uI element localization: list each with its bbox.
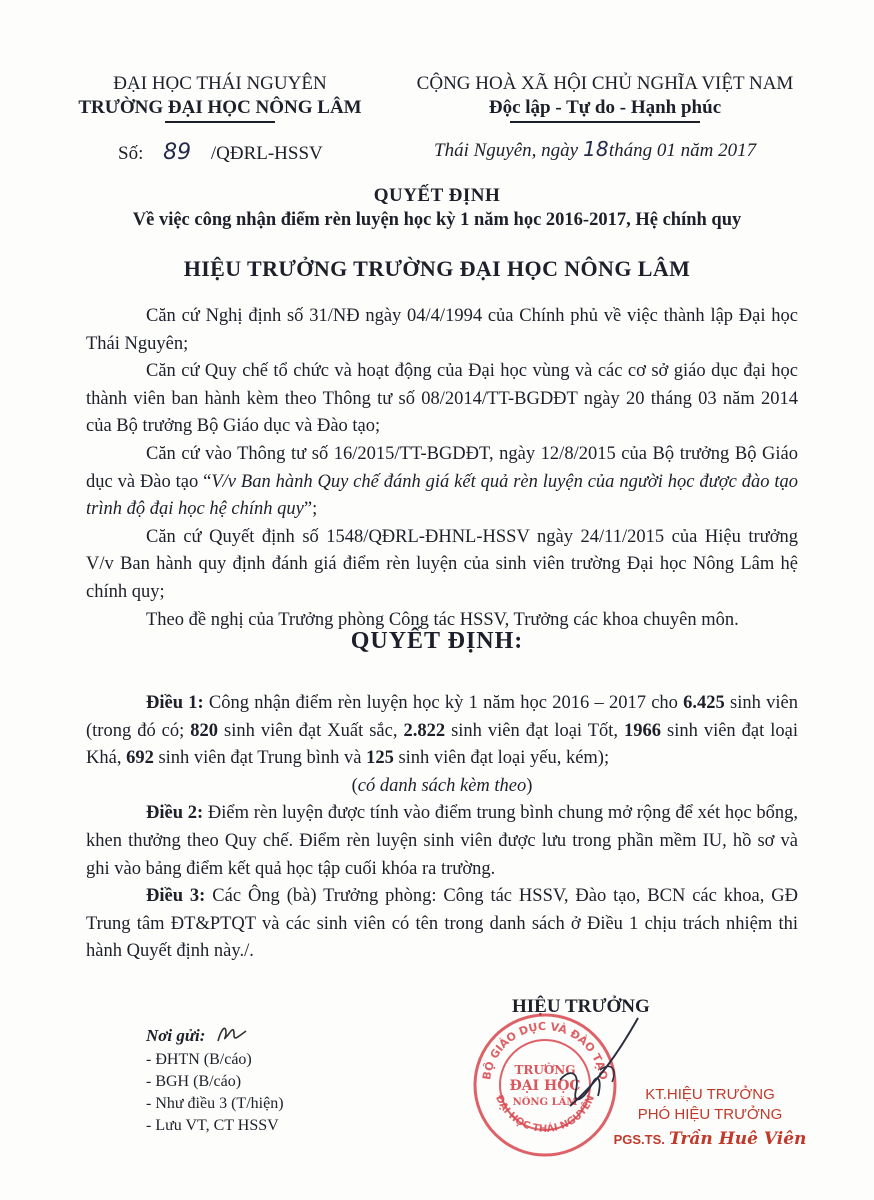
a1-t3: sinh viên đạt Xuất sắc, bbox=[218, 720, 404, 741]
preamble bbox=[86, 303, 798, 634]
preamble-p2: Căn cứ Quy chế tổ chức và hoạt động của Đại học vùng và các cơ sở giáo dục đại học thành viên ban hành kèm theo Thông tư số 08/2014/TT-BGDĐT ngày 20 tháng 03 năm 2014 của Bộ trưởng Bộ Giáo dục và Đào tạo; bbox=[86, 361, 798, 437]
a1-xs: 820 bbox=[190, 720, 219, 741]
note-text: có danh sách kèm theo bbox=[357, 775, 527, 796]
date-day-handwritten: 18 bbox=[583, 137, 609, 161]
recipient-item: - ĐHTN (B/cáo) bbox=[146, 1051, 252, 1068]
a1-tb: 692 bbox=[126, 748, 154, 769]
a1-kha: 1966 bbox=[624, 720, 662, 741]
signer-name: Trần Huê Viên bbox=[669, 1129, 807, 1149]
issuing-organization bbox=[60, 72, 380, 123]
note-close: ) bbox=[526, 775, 533, 796]
a1-total: 6.425 bbox=[683, 693, 725, 713]
preamble-p3 bbox=[86, 441, 798, 524]
stamp-center-2: ĐẠI HỌC bbox=[509, 1078, 581, 1094]
recipients-label bbox=[146, 1023, 284, 1047]
a3-text: Các Ông (bà) Trưởng phòng: Công tác HSSV, Đào tạo, BCN các khoa, GĐ Trung tâm ĐT&PTQT và các sinh viên có tên trong danh sách ở Điều 1 chịu trách nhiệm thi hành Quyết định này./. bbox=[86, 886, 799, 962]
so-number-handwritten: 89 bbox=[163, 140, 192, 165]
document-number bbox=[118, 140, 323, 165]
decision-heading: QUYẾT ĐỊNH: bbox=[350, 628, 524, 654]
preamble-p4: Căn cứ Quyết định số 1548/QĐRL-ĐHNL-HSSV ngày 24/11/2015 của Hiệu trưởng V/v Ban hành quy định đánh giá điểm rèn luyện của sinh viên trường Đại học Nông Lâm hệ chính quy; bbox=[86, 526, 798, 602]
article-3-label: Điều 3: bbox=[146, 886, 206, 907]
date-prefix: Thái Nguyên, ngày bbox=[434, 140, 579, 161]
signer-title: PGS.TS. bbox=[613, 1132, 665, 1147]
preamble-p5: Theo đề nghị của Trưởng phòng Công tác HSSV, Trưởng các khoa chuyên môn. bbox=[146, 609, 739, 630]
preamble-p3-a: Căn cứ vào Thông tư số 16/2015/TT-BGDĐT, ngày 12/8/2015 của Bộ trưởng Bộ Giáo dục và Đào tạo “ bbox=[86, 443, 798, 492]
stamp-ring-bottom: ĐẠI HỌC THÁI NGUYÊN bbox=[492, 1093, 598, 1135]
kt-line-1: KT.HIỆU TRƯỞNG bbox=[645, 1086, 775, 1103]
a1-t7: sinh viên đạt loại yếu, kém); bbox=[393, 748, 610, 769]
issue-date bbox=[434, 137, 756, 162]
deputy-signature-block bbox=[610, 1085, 810, 1150]
so-label: Số: bbox=[118, 143, 144, 164]
org-line-2: TRƯỜNG ĐẠI HỌC NÔNG LÂM bbox=[78, 97, 362, 118]
national-motto bbox=[395, 72, 815, 123]
stamp-center-1: TRƯỜNG bbox=[514, 1063, 576, 1077]
a1-t4: sinh viên đạt loại Tốt, bbox=[445, 720, 625, 741]
article-1 bbox=[86, 690, 798, 773]
a1-t5: sinh viên đạt loại Khá, bbox=[86, 720, 798, 769]
a1-t2: sinh viên (trong đó có; bbox=[86, 693, 798, 741]
note-open: ( bbox=[351, 775, 358, 796]
preamble-p1: Căn cứ Nghị định số 31/NĐ ngày 04/4/1994 của Chính phủ về việc thành lập Đại học Thái Nguyên; bbox=[86, 306, 798, 354]
article-2-label: Điều 2: bbox=[146, 803, 204, 824]
articles bbox=[86, 690, 798, 966]
recipient-item: - Lưu VT, CT HSSV bbox=[146, 1117, 279, 1134]
recipient-item: - Như điều 3 (T/hiện) bbox=[146, 1095, 284, 1112]
article-1-label: Điều 1: bbox=[146, 693, 204, 713]
issuing-authority: HIỆU TRƯỞNG TRƯỜNG ĐẠI HỌC NÔNG LÂM bbox=[183, 256, 691, 281]
initials-signature-icon bbox=[214, 1023, 250, 1045]
a2-text: Điểm rèn luyện được tính vào điểm trung bình chung mở rộng để xét học bổng, khen thưởng theo Quy chế. Điểm rèn luyện sinh viên được lưu trong phần mềm IU, hồ sơ và ghi vào bảng điểm kết quả học tập cuối khóa ra trường. bbox=[86, 803, 798, 879]
signer-name-line bbox=[610, 1129, 810, 1150]
so-code: /QĐRL-HSSV bbox=[210, 143, 323, 164]
nation-line-2: Độc lập - Tự do - Hạnh phúc bbox=[488, 97, 722, 118]
kt-line-2: PHÓ HIỆU TRƯỞNG bbox=[637, 1106, 783, 1123]
article-2 bbox=[86, 800, 798, 883]
recipient-item: - BGH (B/cáo) bbox=[146, 1073, 242, 1090]
date-suffix: tháng 01 năm 2017 bbox=[608, 140, 757, 161]
preamble-p3-b: ”; bbox=[303, 499, 318, 520]
signature-title: HIỆU TRƯỞNG bbox=[512, 996, 650, 1017]
stamp-center-3: NÔNG LÂM bbox=[512, 1097, 578, 1108]
recipients-label-text: Nơi gửi: bbox=[146, 1026, 206, 1045]
article-1-note bbox=[86, 773, 798, 801]
motto-underline bbox=[510, 121, 700, 123]
a1-tot: 2.822 bbox=[403, 720, 446, 741]
preamble-p3-italic: V/v Ban hành Quy chế đánh giá kết quả rèn luyện của người học được đào tạo trình độ đại học hệ chính quy bbox=[86, 471, 798, 520]
nation-line-1: CỘNG HOÀ XÃ HỘI CHỦ NGHĨA VIỆT NAM bbox=[416, 73, 794, 94]
recipients bbox=[146, 1023, 284, 1137]
document-title: QUYẾT ĐỊNH bbox=[373, 185, 501, 206]
article-3 bbox=[86, 883, 798, 966]
a1-yeu: 125 bbox=[366, 748, 394, 769]
a1-t6: sinh viên đạt Trung bình và bbox=[153, 748, 367, 769]
a1-t1: Công nhận điểm rèn luyện học kỳ 1 năm học 2016 – 2017 cho bbox=[203, 693, 684, 713]
org-line-1: ĐẠI HỌC THÁI NGUYÊN bbox=[113, 73, 327, 94]
org-underline bbox=[165, 121, 275, 123]
stamp-ring-top: BỘ GIÁO DỤC VÀ ĐÀO TẠO bbox=[480, 1019, 610, 1081]
document-subject: Về việc công nhận điểm rèn luyện học kỳ 1 năm học 2016-2017, Hệ chính quy bbox=[132, 210, 742, 230]
